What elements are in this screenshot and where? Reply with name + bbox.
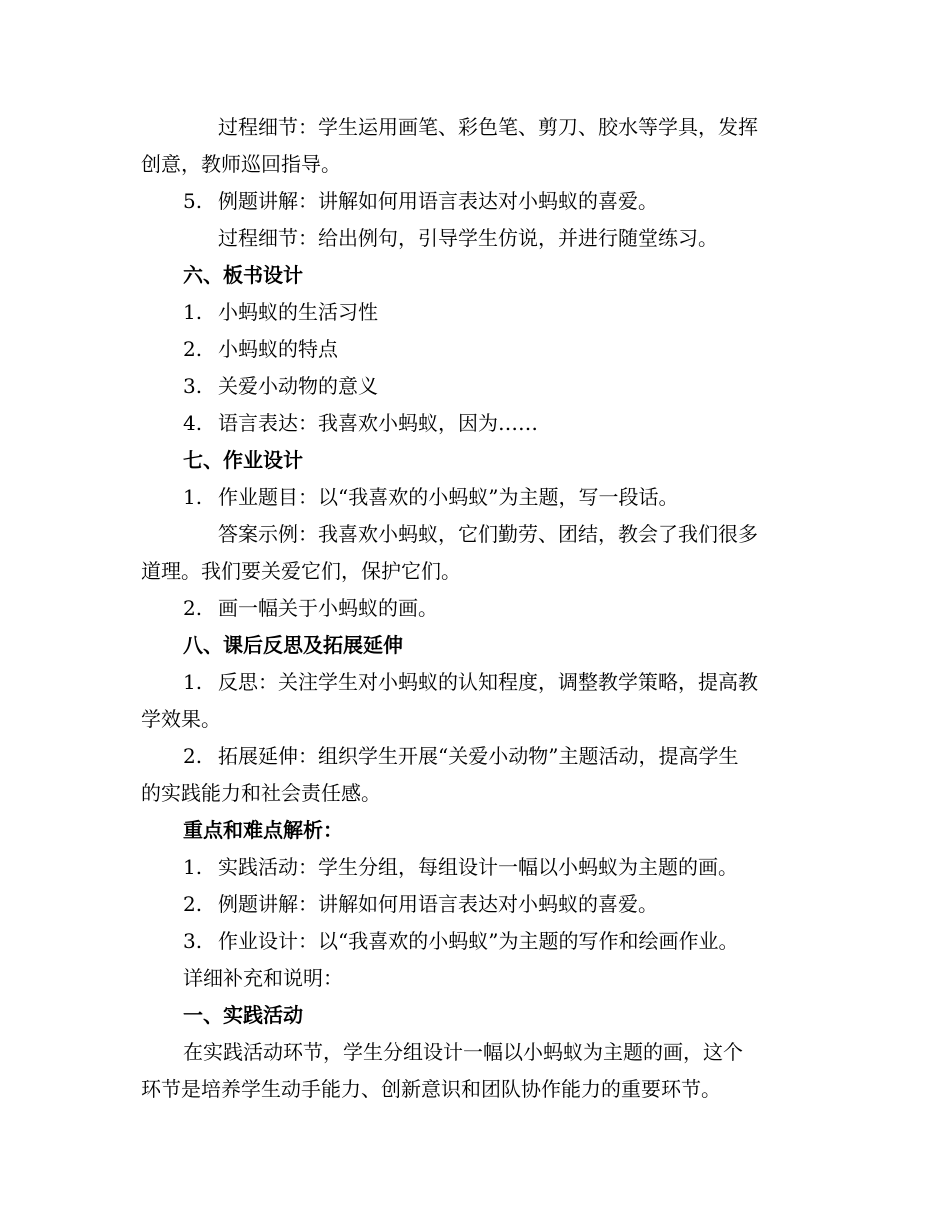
list-item (141, 590, 805, 627)
list-text: 小蚂蚁的生活习性 (218, 300, 378, 324)
paragraph-line: 详细补充和说明： (183, 966, 343, 990)
list-number: 3. (183, 929, 203, 953)
list-text: 作业设计：以“我喜欢的小蚂蚁”为主题的写作和绘画作业。 (218, 929, 739, 953)
list-item (141, 923, 805, 960)
list-text: 小蚂蚁的特点 (218, 337, 338, 361)
paragraph-line: 过程细节：给出例句，引导学生仿说，并进行随堂练习。 (218, 226, 718, 250)
list-number: 1. (183, 855, 203, 879)
paragraph-line: 学效果。 (141, 707, 221, 731)
list-number: 2. (183, 744, 203, 768)
list-text: 语言表达：我喜欢小蚂蚁，因为…… (218, 411, 538, 435)
paragraph-line: 道理。我们要关爱它们，保护它们。 (141, 559, 461, 583)
list-number: 4. (183, 411, 203, 435)
paragraph-line: 答案示例：我喜欢小蚂蚁，它们勤劳、团结，教会了我们很多 (218, 522, 758, 546)
list-item (141, 331, 805, 368)
section-heading: 六、板书设计 (183, 263, 303, 287)
list-item (141, 294, 805, 331)
paragraph-line: 环节是培养学生动手能力、创新意识和团队协作能力的重要环节。 (141, 1077, 721, 1101)
paragraph-line: 创意，教师巡回指导。 (141, 152, 341, 176)
list-text: 反思：关注学生对小蚂蚁的认知程度，调整教学策略，提高教 (218, 670, 758, 694)
list-number: 1. (183, 300, 203, 324)
list-text: 例题讲解：讲解如何用语言表达对小蚂蚁的喜爱。 (218, 189, 658, 213)
document-page (141, 109, 805, 1108)
list-number: 2. (183, 596, 203, 620)
list-text: 例题讲解：讲解如何用语言表达对小蚂蚁的喜爱。 (218, 892, 658, 916)
list-text: 实践活动：学生分组，每组设计一幅以小蚂蚁为主题的画。 (218, 855, 738, 879)
paragraph-line: 在实践活动环节，学生分组设计一幅以小蚂蚁为主题的画，这个 (183, 1040, 743, 1064)
list-number: 2. (183, 337, 203, 361)
list-number: 5. (183, 189, 203, 213)
list-item (141, 849, 805, 886)
list-item (141, 664, 805, 701)
list-text: 作业题目：以“我喜欢的小蚂蚁”为主题，写一段话。 (218, 485, 679, 509)
list-item (141, 886, 805, 923)
list-number: 1. (183, 485, 203, 509)
paragraph-line: 过程细节：学生运用画笔、彩色笔、剪刀、胶水等学具，发挥 (218, 115, 758, 139)
list-text: 拓展延伸：组织学生开展“关爱小动物”主题活动，提高学生 (218, 744, 739, 768)
list-number: 3. (183, 374, 203, 398)
list-number: 1. (183, 670, 203, 694)
list-item (141, 479, 805, 516)
section-heading: 重点和难点解析： (183, 818, 343, 842)
list-item (141, 368, 805, 405)
list-number: 2. (183, 892, 203, 916)
section-heading: 一、实践活动 (183, 1003, 303, 1027)
list-text: 关爱小动物的意义 (218, 374, 378, 398)
section-heading: 七、作业设计 (183, 448, 303, 472)
paragraph-line: 的实践能力和社会责任感。 (141, 781, 381, 805)
list-item (141, 183, 805, 220)
list-item (141, 405, 805, 442)
list-text: 画一幅关于小蚂蚁的画。 (218, 596, 438, 620)
section-heading: 八、课后反思及拓展延伸 (183, 633, 403, 657)
list-item (141, 738, 805, 775)
